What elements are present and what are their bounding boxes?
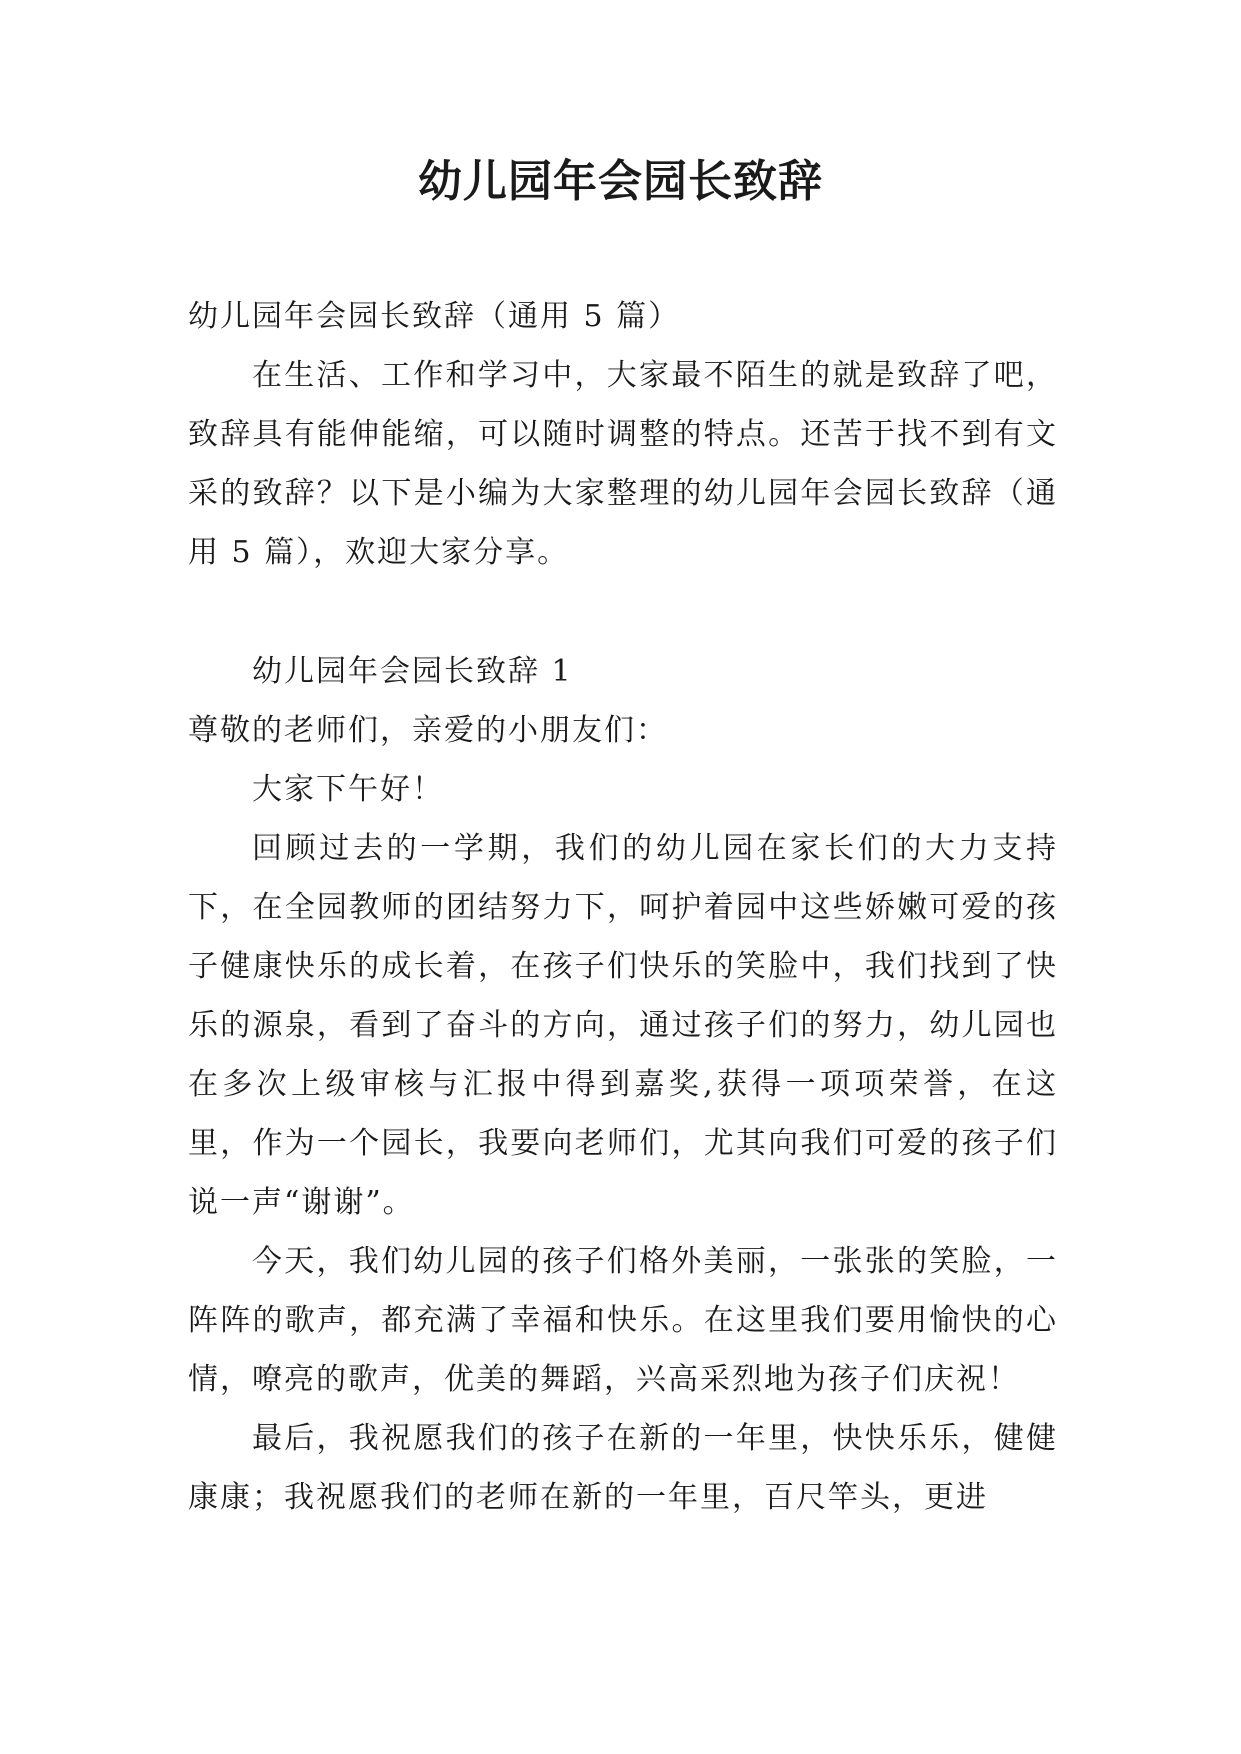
body-paragraph: 最后，我祝愿我们的孩子在新的一年里，快快乐乐，健健康康；我祝愿我们的老师在新的一年里，百尺竿头，更进 bbox=[188, 1421, 1058, 1515]
greeting: 大家下午好！ bbox=[252, 772, 444, 807]
section-heading: 幼儿园年会园长致辞 1 bbox=[252, 654, 573, 689]
intro-paragraph: 在生活、工作和学习中，大家最不陌生的就是致辞了吧，致辞具有能伸能缩，可以随时调整的特点。还苦于找不到有文采的致辞？以下是小编为大家整理的幼儿园年会园长致辞（通用 5 篇），欢迎大家分享。 bbox=[188, 358, 1058, 570]
body-paragraph: 今天，我们幼儿园的孩子们格外美丽，一张张的笑脸，一阵阵的歌声，都充满了幸福和快乐。在这里我们要用愉快的心情，嘹亮的歌声，优美的舞蹈，兴高采烈地为孩子们庆祝！ bbox=[188, 1244, 1058, 1397]
salutation: 尊敬的老师们，亲爱的小朋友们： bbox=[188, 713, 668, 748]
body-paragraph: 回顾过去的一学期，我们的幼儿园在家长们的大力支持下，在全园教师的团结努力下，呵护着园中这些娇嫩可爱的孩子健康快乐的成长着，在孩子们快乐的笑脸中，我们找到了快乐的源泉，看到了奋斗的方向，通过孩子们的努力，幼儿园也在多次上级审核与汇报中得到嘉奖,获得一项项荣誉，在这里，作为一个园长，我要向老师们，尤其向我们可爱的孩子们说一声“谢谢”。 bbox=[188, 831, 1058, 1220]
document-body bbox=[188, 287, 1058, 1527]
document-subtitle: 幼儿园年会园长致辞（通用 5 篇） bbox=[188, 299, 681, 334]
document-title: 幼儿园年会园长致辞 bbox=[418, 156, 823, 207]
